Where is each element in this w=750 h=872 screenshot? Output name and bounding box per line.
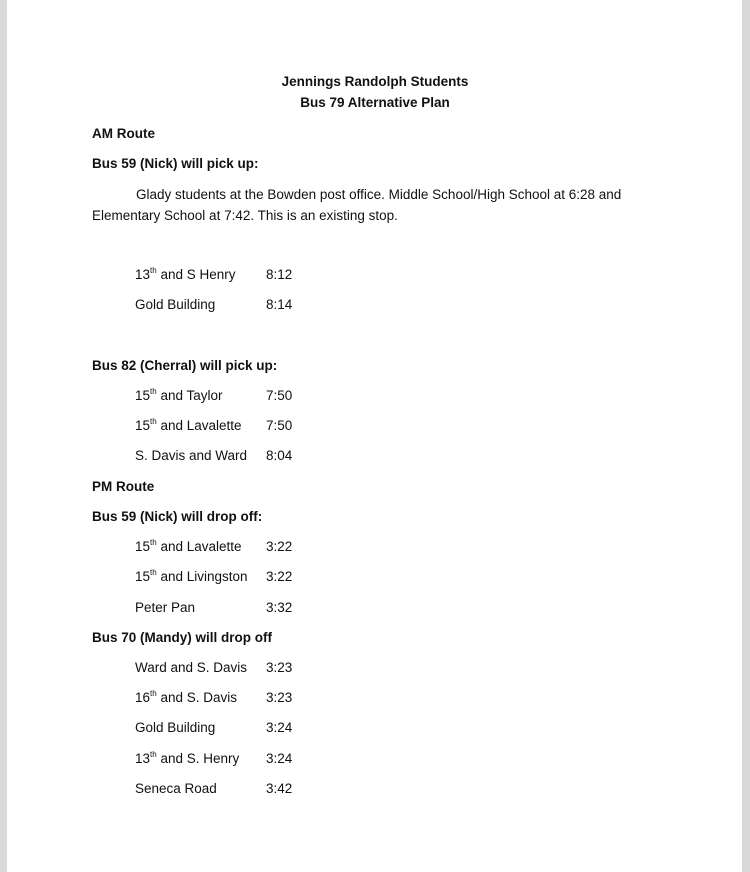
stop-time: 7:50 [266, 388, 293, 403]
stop-ordinal-suffix: th [150, 568, 157, 577]
stop-street-number: 15 [135, 539, 151, 554]
stop-time: 3:42 [266, 781, 293, 796]
stop-name-text: S. Davis and Ward [135, 448, 248, 463]
stop-name [135, 296, 215, 314]
stop-name [135, 780, 217, 798]
stop-name-text: and Livingston [156, 569, 248, 584]
stop-time: 3:32 [266, 600, 293, 615]
pm-route-heading: PM Route [92, 479, 155, 494]
stop-street-number: 15 [135, 418, 151, 433]
stop-street-number: 15 [135, 388, 151, 403]
stop-time: 3:22 [266, 539, 293, 554]
stop-street-number: 13 [135, 267, 151, 282]
stop-name [135, 659, 247, 677]
stop-name [135, 266, 236, 284]
am-bus82-heading: Bus 82 (Cherral) will pick up: [92, 358, 278, 373]
stop-street-number: 13 [135, 751, 151, 766]
stop-name [135, 568, 248, 586]
stop-name-text: and Taylor [156, 388, 223, 403]
stop-name-text: Gold Building [135, 297, 216, 312]
stop-name-text: and S. Henry [156, 751, 240, 766]
stop-name-text: Gold Building [135, 720, 216, 735]
stop-name-text: and S Henry [156, 267, 236, 282]
stop-name [135, 447, 247, 465]
stop-time: 3:22 [266, 569, 293, 584]
pm-bus70-heading: Bus 70 (Mandy) will drop off [92, 630, 273, 645]
stop-name [135, 538, 242, 556]
stop-time: 3:23 [266, 660, 293, 675]
stop-ordinal-suffix: th [150, 417, 157, 426]
stop-name-text: Ward and S. Davis [135, 660, 248, 675]
stop-time: 3:23 [266, 690, 293, 705]
stop-name-text: Seneca Road [135, 781, 217, 796]
stop-ordinal-suffix: th [150, 750, 157, 759]
stop-ordinal-suffix: th [150, 538, 157, 547]
stop-name-text: and S. Davis [156, 690, 237, 705]
am-route-heading: AM Route [92, 126, 155, 141]
stop-name-text: and Lavalette [156, 539, 242, 554]
stop-ordinal-suffix: th [150, 266, 157, 275]
stop-time: 3:24 [266, 720, 293, 735]
stop-time: 8:04 [266, 448, 293, 463]
stop-time: 8:14 [266, 297, 293, 312]
stop-name [135, 417, 242, 435]
stop-street-number: 16 [135, 690, 151, 705]
stop-name [135, 689, 237, 707]
document-subtitle: Bus 79 Alternative Plan [300, 95, 450, 110]
stop-name [135, 387, 223, 405]
stop-name-text: Peter Pan [135, 600, 196, 615]
stop-ordinal-suffix: th [150, 689, 157, 698]
stop-name-text: and Lavalette [156, 418, 242, 433]
stop-time: 7:50 [266, 418, 293, 433]
stop-name [135, 719, 215, 737]
stop-name [135, 599, 195, 617]
stop-time: 3:24 [266, 751, 293, 766]
stop-time: 8:12 [266, 267, 293, 282]
stop-street-number: 15 [135, 569, 151, 584]
stop-ordinal-suffix: th [150, 387, 157, 396]
pm-bus59-heading: Bus 59 (Nick) will drop off: [92, 509, 263, 524]
stop-name [135, 750, 239, 768]
am-bus59-heading: Bus 59 (Nick) will pick up: [92, 156, 259, 171]
am-bus59-note: Glady students at the Bowden post office. Middle School/High School at 6:28 and Elementary School at 7:42. This is an existing stop. [92, 187, 622, 223]
document-title: Jennings Randolph Students [281, 74, 469, 89]
